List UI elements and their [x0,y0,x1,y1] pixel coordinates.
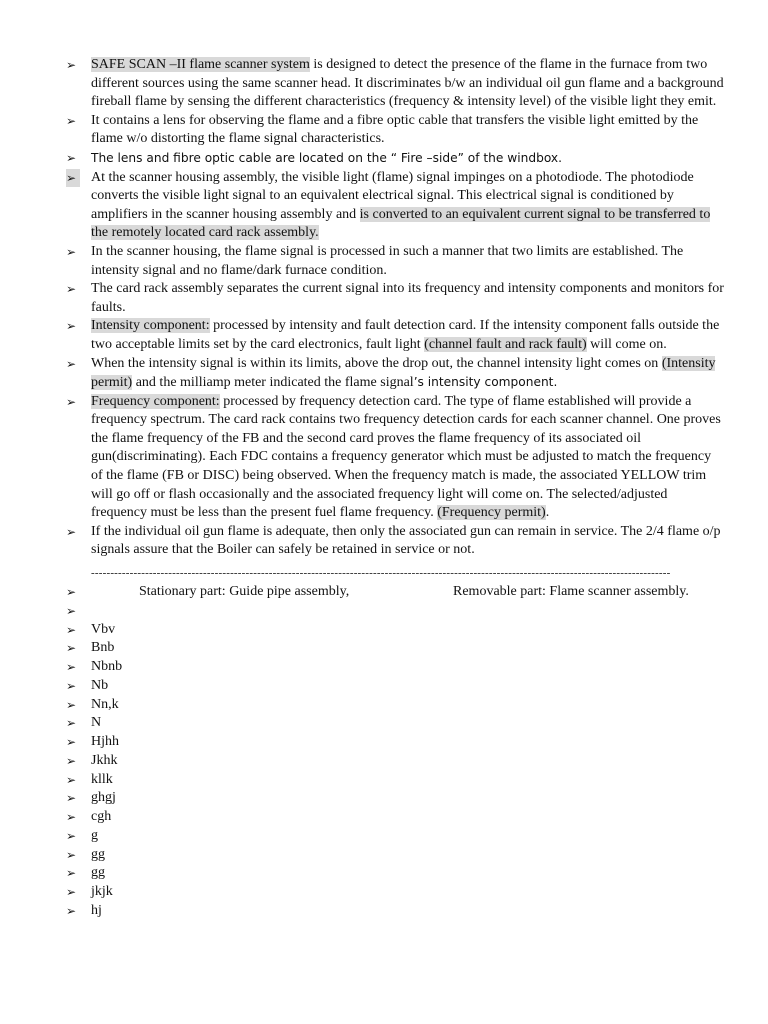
arrow-bullet-icon: ➢ [66,585,77,599]
short-bullet-list [66,583,726,921]
arrow-bullet-icon: ➢ [66,150,77,165]
list-item-text: kllk [91,771,113,787]
arrow-bullet-icon: ➢ [66,319,77,334]
highlighted-text: (Frequency permit) [437,505,546,521]
arrow-bullet-icon: ➢ [66,735,77,749]
arrow-bullet-icon: ➢ [66,244,77,259]
list-item-text: gg [91,865,105,881]
highlighted-text: (Intensity permit) [91,355,716,391]
list-item [66,696,726,715]
arrow-bullet-icon: ➢ [66,697,77,712]
list-item [66,602,726,621]
arrow-bullet-icon: ➢ [66,524,77,539]
list-item-text: gg [91,846,105,862]
arrow-bullet-icon: ➢ [66,791,77,806]
arrow-bullet-icon: ➢ [66,660,77,674]
paragraph-text: At the scanner housing assembly, the visible light (flame) signal impinges on a photodiode. The photodiode converts the visible light signal to an equivalent electrical signal. This electrical signal is conditioned by amplifiers in the scanner housing assembly and [91,169,694,222]
bullet-list [66,56,726,560]
list-item [66,808,726,827]
paragraph-text: is designed to detect the presence of the flame in the furnace from two different sources using the same scanner head. It discriminates b/w an individual oil gun flame and a background fireball flame by sensing the different characteristics (frequency & intensity level) of the visible light they emit. [91,57,724,110]
highlighted-text: Frequency component: [91,393,220,409]
arrow-bullet-icon: ➢ [66,622,77,637]
removable-part-text: Removable part: Flame scanner assembly. [453,584,689,599]
arrow-bullet-icon: ➢ [66,282,77,297]
list-item-text: Nb [91,677,109,693]
arrow-bullet-icon: ➢ [66,356,77,371]
highlighted-text: (channel fault and rack fault) [424,336,587,352]
list-item-text: jkjk [91,884,113,899]
paragraph-text: In the scanner housing, the flame signal is processed in such a manner that two limits are established. The intensity signal and no flame/dark furnace condition. [91,243,684,278]
highlighted-text: is converted to an equivalent current signal to be transferred to the remotely located card rack assembly. [91,206,711,241]
paragraph-text: and the milliamp meter indicated the flame signal [132,375,414,391]
arrow-bullet-icon: ➢ [66,847,77,862]
arrow-bullet-icon: ➢ [66,810,77,824]
paragraph-text: ’s intensity component. [413,375,558,390]
list-item-text: ghgj [91,790,116,806]
list-item-text: g [91,827,98,843]
list-item-text: hj [91,902,102,918]
highlighted-text: Intensity component: [91,318,210,334]
list-item [66,243,726,280]
list-item [66,393,726,523]
list-item [66,752,726,771]
list-item-text: Vbv [91,621,116,637]
list-item [66,639,726,658]
paragraph-text: It contains a lens for observing the flame and a fibre optic cable that transfers the visible light emitted by the flame w/o distorting the flame signal characteristics. [91,112,699,147]
arrow-bullet-icon: ➢ [66,603,77,618]
highlighted-text: SAFE SCAN –II flame scanner system [91,57,310,72]
arrow-bullet-icon: ➢ [66,641,77,656]
list-item [66,523,726,560]
list-item [66,169,726,243]
paragraph-text: If the individual oil gun flame is adequate, then only the associated gun can remain in service. The 2/4 flame o/p signals assure that the Boiler can safely be retained in service or not. [91,523,721,558]
list-item-text: cgh [91,809,112,824]
list-item [66,677,726,696]
list-item [66,355,726,393]
list-item [66,846,726,865]
list-item [66,658,726,677]
list-item-text: Bnb [91,640,115,656]
list-item [66,902,726,921]
paragraph-text: When the intensity signal is within its limits, above the drop out, the channel intensity light comes on [91,355,662,371]
list-item [66,149,726,169]
paragraph-text: The lens and fibre optic cable are located on the “ Fire –side” of the windbox. [91,150,562,165]
list-item [66,621,726,640]
arrow-bullet-icon: ➢ [66,903,77,918]
arrow-bullet-icon: ➢ [66,772,77,787]
list-item [66,112,726,149]
paragraph-text: The card rack assembly separates the current signal into its frequency and intensity components and monitors for faults. [91,281,724,315]
paragraph-text: processed by intensity and fault detection card. If the intensity component falls outside the two acceptable limits set by the card electronics, fault light [91,318,720,352]
arrow-bullet-icon: ➢ [66,58,77,72]
list-item [66,864,726,883]
list-item-text: N [91,715,102,731]
arrow-bullet-icon: ➢ [66,866,77,881]
list-item [66,317,726,354]
list-item-parts [66,583,726,602]
list-item [66,827,726,846]
paragraph-text: processed by frequency detection card. The type of flame established will provide a frequency spectrum. The card rack contains two frequency detection cards for each scanner channel. One proves the flame frequency of the FB and the second card proves the flame frequency of its associated oil gun(discriminating). Each FDC contains a frequency generator which must be adjusted to match the frequency of the flame (FB or DISC) being observed. When the frequency match is made, the associated YELLOW trim will go off or flash occasionally and the associated frequency light will come on. The selected/adjusted frequency must be less than the present fuel flame frequency. [91,393,721,521]
arrow-bullet-icon: ➢ [66,169,80,188]
arrow-bullet-icon: ➢ [66,828,77,843]
list-item [66,771,726,790]
paragraph-text: will come on. [586,336,667,352]
paragraph-text: . [545,505,550,521]
list-item-text: Jkhk [91,752,118,768]
arrow-bullet-icon: ➢ [66,716,77,731]
arrow-bullet-icon: ➢ [66,113,77,128]
arrow-bullet-icon: ➢ [66,394,77,409]
list-item [66,56,726,112]
list-item [66,714,726,733]
list-item-text: Hjhh [91,734,119,749]
arrow-bullet-icon: ➢ [66,678,77,693]
list-item-text: Nbnb [91,659,123,674]
arrow-bullet-icon: ➢ [66,753,77,768]
list-item [66,280,726,317]
list-item [66,883,726,902]
list-item [66,789,726,808]
stationary-part-text: Stationary part: Guide pipe assembly, [139,584,350,599]
arrow-bullet-icon: ➢ [66,885,77,899]
list-item [66,733,726,752]
list-item-text: Nn,k [91,696,119,712]
separator-line: ------------------------------------------------------------------------------------------------------------------------------------------------------ [91,567,671,579]
